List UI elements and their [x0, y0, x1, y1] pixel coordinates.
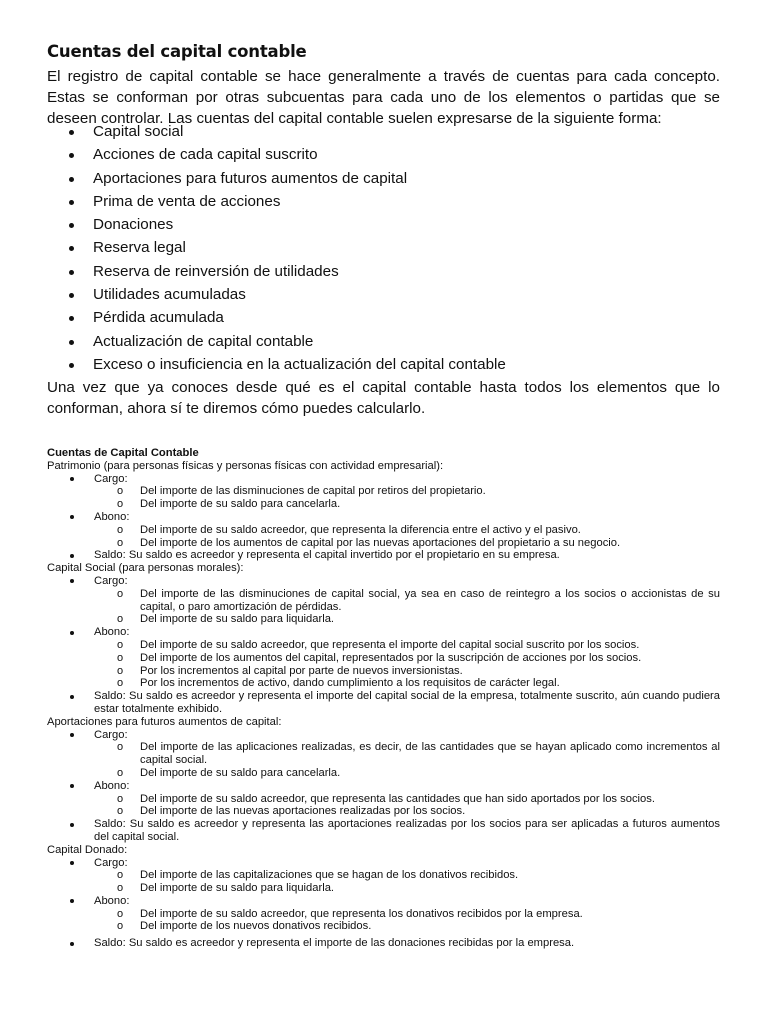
cargo-item: [47, 485, 720, 498]
abono-item-text: Del importe de su saldo acreedor, que representa el importe del capital social suscrito por los socios.: [140, 638, 640, 651]
list-item-text: Exceso o insuficiencia en la actualización del capital contable: [93, 355, 506, 373]
saldo-text: Saldo: Su saldo es acreedor y representa el capital invertido por el propietario en su empresa.: [94, 549, 560, 562]
abono-item-text: Por los incrementos al capital por parte de nuevos inversionistas.: [140, 664, 463, 677]
list-item-text: Aportaciones para futuros aumentos de capital: [93, 169, 408, 187]
bullet-icon: [69, 293, 74, 298]
circle-bullet-icon: o: [117, 536, 124, 549]
abono-label: [47, 895, 720, 908]
abono-item-text: Del importe de los nuevos donativos recibidos.: [140, 920, 372, 933]
list-item: [47, 143, 720, 166]
circle-bullet-icon: o: [117, 587, 124, 600]
abono-item: [47, 805, 720, 818]
cargo-item: [47, 741, 720, 767]
saldo-item: [47, 690, 720, 716]
bullet-icon: [69, 363, 74, 368]
bullet-icon: [70, 579, 74, 583]
bullet-icon: [70, 554, 74, 558]
page-title: Cuentas del capital contable: [47, 42, 307, 61]
list-item-text: Actualización de capital contable: [93, 332, 314, 350]
account-heading: Aportaciones para futuros aumentos de capital:: [47, 715, 282, 728]
bullet-icon: [70, 899, 74, 903]
list-item: [47, 283, 720, 306]
abono-label-text: Abono:: [94, 626, 130, 639]
list-item: [47, 213, 720, 236]
cargo-label: [47, 857, 720, 870]
abono-label: [47, 511, 720, 524]
cargo-label: [47, 575, 720, 588]
abono-item-text: Del importe de los aumentos de capital por las nuevas aportaciones del propietario a su negocio.: [140, 536, 621, 549]
cargo-item: [47, 882, 720, 895]
circle-bullet-icon: o: [117, 664, 124, 677]
abono-item-text: Del importe de los aumentos del capital, representados por la suscripción de acciones por los socios.: [140, 651, 642, 664]
saldo-item: [47, 818, 720, 844]
accounts-section: [47, 447, 720, 950]
saldo-text: Saldo: Su saldo es acreedor y representa el importe de las donaciones recibidas por la empresa.: [94, 937, 575, 950]
abono-item: [47, 920, 720, 933]
cargo-item-text: Del importe de su saldo para liquidarla.: [140, 613, 335, 626]
list-item: [47, 330, 720, 353]
account-heading: Capital Donado:: [47, 843, 128, 856]
list-item: [47, 167, 720, 190]
circle-bullet-icon: o: [117, 766, 124, 779]
abono-item: [47, 793, 720, 806]
abono-label-text: Abono:: [94, 510, 130, 523]
saldo-text: Saldo: Su saldo es acreedor y representa las aportaciones realizadas por los socios para ser aplicadas a futuros aumentos del capital social.: [94, 818, 720, 843]
abono-item: [47, 908, 720, 921]
list-item: [47, 306, 720, 329]
circle-bullet-icon: o: [117, 651, 124, 664]
bullet-icon: [69, 153, 74, 158]
cargo-label-text: Cargo:: [94, 728, 128, 741]
abono-item: [47, 652, 720, 665]
cargo-label-text: Cargo:: [94, 856, 128, 869]
section-title: Cuentas de Capital Contable: [47, 447, 199, 459]
abono-item-text: Por los incrementos de activo, dando cumplimiento a los requisitos de carácter legal.: [140, 677, 560, 690]
list-item-text: Acciones de cada capital suscrito: [93, 146, 318, 164]
list-item-text: Reserva de reinversión de utilidades: [93, 262, 339, 280]
circle-bullet-icon: o: [117, 869, 124, 882]
abono-item: [47, 677, 720, 690]
cargo-item-text: Del importe de las aplicaciones realizadas, es decir, de las cantidades que se hayan aplicado como incrementos al capital social.: [140, 741, 720, 767]
circle-bullet-icon: o: [117, 882, 124, 895]
circle-bullet-icon: o: [117, 792, 124, 805]
abono-item: [47, 537, 720, 550]
circle-bullet-icon: o: [117, 485, 124, 498]
circle-bullet-icon: o: [117, 523, 124, 536]
abono-label-text: Abono:: [94, 894, 130, 907]
bullet-icon: [69, 270, 74, 275]
circle-bullet-icon: o: [117, 677, 124, 690]
list-item-text: Pérdida acumulada: [93, 309, 224, 327]
outro-paragraph: Una vez que ya conoces desde qué es el capital contable hasta todos los elementos que lo conforman, ahora sí te diremos cómo puedes calcularlo.: [47, 379, 720, 417]
cargo-label-text: Cargo:: [94, 574, 128, 587]
cargo-item: [47, 869, 720, 882]
circle-bullet-icon: o: [117, 498, 124, 511]
circle-bullet-icon: o: [117, 907, 124, 920]
list-item: [47, 120, 720, 143]
list-item-text: Prima de venta de acciones: [93, 192, 281, 210]
abono-label: [47, 626, 720, 639]
bullet-icon: [69, 246, 74, 251]
account-heading: Capital Social (para personas morales):: [47, 562, 244, 575]
saldo-item: [47, 549, 720, 562]
list-item: [47, 353, 720, 376]
bullet-icon: [70, 942, 74, 946]
bullet-icon: [69, 340, 74, 345]
bullet-icon: [69, 223, 74, 228]
circle-bullet-icon: o: [117, 920, 124, 933]
list-item-text: Donaciones: [93, 216, 174, 234]
circle-bullet-icon: o: [117, 638, 124, 651]
abono-item-text: Del importe de su saldo acreedor, que representa los donativos recibidos por la empresa.: [140, 907, 583, 920]
cargo-item-text: Del importe de las disminuciones de capital por retiros del propietario.: [140, 485, 486, 498]
list-item: [47, 260, 720, 283]
cargo-item-text: Del importe de su saldo para cancelarla.: [140, 498, 341, 511]
abono-item: [47, 524, 720, 537]
list-item-text: Reserva legal: [93, 239, 186, 257]
abono-item: [47, 665, 720, 678]
list-item: [47, 236, 720, 259]
list-item-text: Capital social: [93, 123, 184, 140]
accounts-list: [47, 120, 720, 376]
bullet-icon: [70, 823, 74, 827]
bullet-icon: [70, 631, 74, 635]
circle-bullet-icon: o: [117, 805, 124, 818]
list-item-text: Utilidades acumuladas: [93, 286, 246, 304]
bullet-icon: [69, 200, 74, 205]
cargo-item-text: Del importe de las disminuciones de capital social, ya sea en caso de reintegro a los socios o accionistas de su capital, o paro amortización de pérdidas.: [140, 587, 720, 613]
abono-item-text: Del importe de su saldo acreedor, que representa la diferencia entre el activo y el pasivo.: [140, 523, 581, 536]
bullet-icon: [70, 477, 74, 481]
abono-label-text: Abono:: [94, 779, 130, 792]
bullet-icon: [69, 177, 74, 182]
cargo-item: [47, 588, 720, 614]
bullet-icon: [69, 316, 74, 321]
list-item: [47, 190, 720, 213]
bullet-icon: [70, 861, 74, 865]
abono-item: [47, 639, 720, 652]
cargo-item: [47, 767, 720, 780]
intro-paragraph: El registro de capital contable se hace generalmente a través de cuentas para cada concepto. Estas se conforman por otras subcuentas para cada uno de los elementos o partidas que se deseen controlar. Las cuentas del capital contable suelen expresarse de la siguiente forma:: [47, 68, 720, 127]
cargo-label-text: Cargo:: [94, 472, 128, 485]
account-heading: Patrimonio (para personas físicas y personas físicas con actividad empresarial):: [47, 459, 444, 472]
bullet-icon: [69, 130, 74, 135]
cargo-item: [47, 613, 720, 626]
cargo-item-text: Del importe de las capitalizaciones que se hagan de los donativos recibidos.: [140, 869, 519, 882]
saldo-item: [47, 937, 720, 950]
circle-bullet-icon: o: [117, 613, 124, 626]
abono-item-text: Del importe de su saldo acreedor, que representa las cantidades que han sido aportados por los socios.: [140, 792, 655, 805]
cargo-item-text: Del importe de su saldo para liquidarla.: [140, 882, 335, 895]
cargo-label: [47, 473, 720, 486]
bullet-icon: [70, 784, 74, 788]
cargo-item-text: Del importe de su saldo para cancelarla.: [140, 766, 341, 779]
bullet-icon: [70, 733, 74, 737]
bullet-icon: [70, 695, 74, 699]
abono-label: [47, 780, 720, 793]
cargo-label: [47, 729, 720, 742]
circle-bullet-icon: o: [117, 741, 124, 754]
abono-item-text: Del importe de las nuevas aportaciones realizadas por los socios.: [140, 805, 466, 818]
saldo-text: Saldo: Su saldo es acreedor y representa el importe del capital social de la empresa, totalmente suscrito, aún cuando pudiera estar totalmente exhibido.: [94, 690, 720, 715]
cargo-item: [47, 498, 720, 511]
bullet-icon: [70, 515, 74, 519]
